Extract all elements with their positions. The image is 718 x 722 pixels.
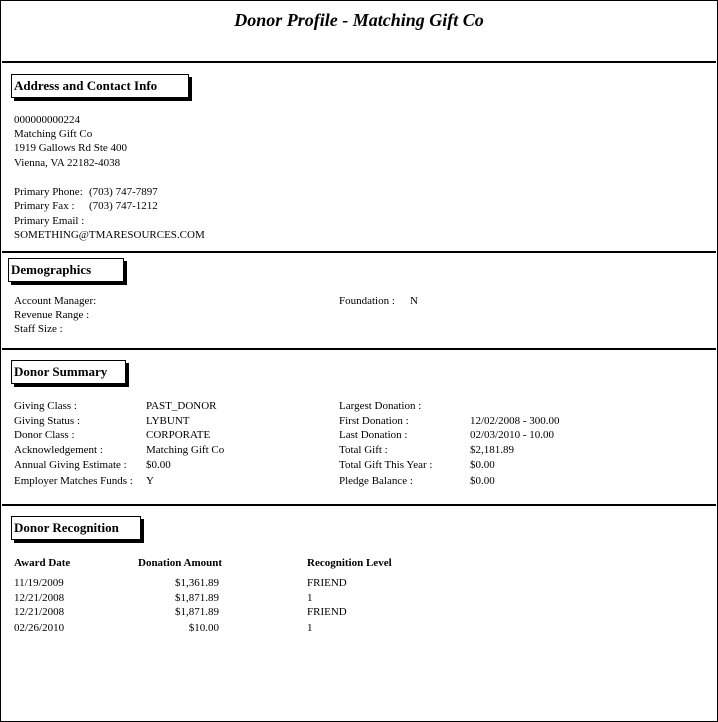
donation-amount-cell: $1,871.89 <box>175 606 219 618</box>
last-donation-label: Last Donation : <box>339 429 408 441</box>
employer-matches-funds-value: Y <box>146 475 154 487</box>
award-date-cell: 12/21/2008 <box>14 606 65 618</box>
demographics-section-heading: Demographics <box>8 258 124 282</box>
primary-fax-label: Primary Fax : <box>14 200 75 212</box>
report-title: Donor Profile - Matching Gift Co <box>234 10 484 30</box>
recognition-level-cell: 1 <box>307 592 313 604</box>
giving-status-label: Giving Status : <box>14 415 81 427</box>
donor-id: 000000000224 <box>14 114 80 126</box>
donation-amount-header: Donation Amount <box>138 557 223 569</box>
street-address: 1919 Gallows Rd Ste 400 <box>14 142 128 154</box>
donation-amount-cell: $10.00 <box>188 622 219 634</box>
annual-giving-estimate-label: Annual Giving Estimate : <box>14 459 127 471</box>
recognition-level-cell: FRIEND <box>307 606 347 618</box>
donation-amount-cell: $1,361.89 <box>175 577 219 589</box>
first-donation-value: 12/02/2008 - 300.00 <box>470 415 560 427</box>
section-divider <box>2 504 716 506</box>
largest-donation-label: Largest Donation : <box>339 400 422 412</box>
total-gift-this-year-value: $0.00 <box>470 459 495 471</box>
primary-fax-value: (703) 747-1212 <box>89 200 158 212</box>
donor-class-value: CORPORATE <box>146 429 211 441</box>
recognition-level-cell: 1 <box>307 622 313 634</box>
giving-class-label: Giving Class : <box>14 400 77 412</box>
staff-size-label: Staff Size : <box>14 323 63 335</box>
award-date-cell: 11/19/2009 <box>14 577 64 589</box>
donor-recognition-section-heading: Donor Recognition <box>11 516 141 540</box>
city-state-zip: Vienna, VA 22182-4038 <box>14 157 121 169</box>
address-section-heading: Address and Contact Info <box>11 74 189 98</box>
donation-amount-cell: $1,871.89 <box>175 592 219 604</box>
award-date-cell: 12/21/2008 <box>14 592 65 604</box>
primary-phone-label: Primary Phone: <box>14 186 83 198</box>
section-divider <box>2 251 716 253</box>
pledge-balance-value: $0.00 <box>470 475 495 487</box>
account-manager-label: Account Manager: <box>14 295 97 307</box>
recognition-level-header: Recognition Level <box>307 557 392 569</box>
annual-giving-estimate-value: $0.00 <box>146 459 171 471</box>
award-date-header: Award Date <box>14 557 71 569</box>
first-donation-label: First Donation : <box>339 415 409 427</box>
recognition-level-cell: FRIEND <box>307 577 347 589</box>
revenue-range-label: Revenue Range : <box>14 309 90 321</box>
foundation-value: N <box>410 295 418 307</box>
employer-matches-funds-label: Employer Matches Funds : <box>14 475 133 487</box>
total-gift-this-year-label: Total Gift This Year : <box>339 459 433 471</box>
giving-class-value: PAST_DONOR <box>146 400 217 412</box>
foundation-label: Foundation : <box>339 295 395 307</box>
primary-email-label: Primary Email : <box>14 215 85 227</box>
total-gift-label: Total Gift : <box>339 444 388 456</box>
primary-phone-value: (703) 747-7897 <box>89 186 158 198</box>
acknowledgement-value: Matching Gift Co <box>146 444 225 456</box>
last-donation-value: 02/03/2010 - 10.00 <box>470 429 555 441</box>
donor-class-label: Donor Class : <box>14 429 75 441</box>
total-gift-value: $2,181.89 <box>470 444 514 456</box>
award-date-cell: 02/26/2010 <box>14 622 65 634</box>
acknowledgement-label: Acknowledgement : <box>14 444 103 456</box>
donor-summary-section-heading: Donor Summary <box>11 360 126 384</box>
section-divider <box>2 348 716 350</box>
pledge-balance-label: Pledge Balance : <box>339 475 413 487</box>
giving-status-value: LYBUNT <box>146 415 190 427</box>
section-divider <box>2 61 716 63</box>
donor-name: Matching Gift Co <box>14 128 93 140</box>
primary-email-value: SOMETHING@TMARESOURCES.COM <box>14 229 205 241</box>
